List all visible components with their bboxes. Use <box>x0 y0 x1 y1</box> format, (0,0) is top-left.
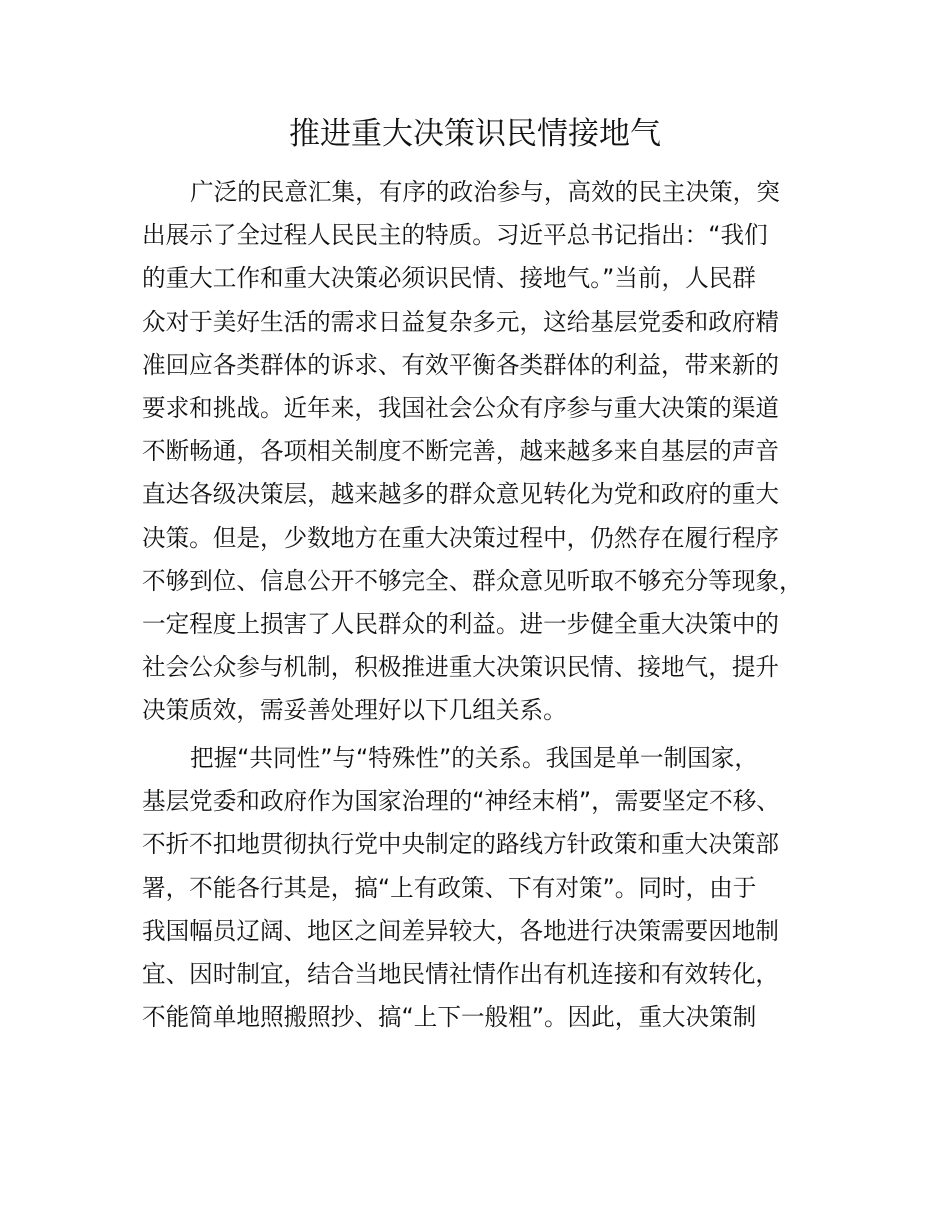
text-line: 宜、因时制宜，结合当地民情社情作出有机连接和有效转化， <box>142 959 780 988</box>
text-line: 不断畅通，各项相关制度不断完善，越来越多来自基层的声音 <box>142 437 780 466</box>
text-line: 直达各级决策层，越来越多的群众意见转化为党和政府的重大 <box>142 480 780 509</box>
text-line: 不折不扣地贯彻执行党中央制定的路线方针政策和重大决策部 <box>142 830 780 859</box>
text-line: 决策。但是，少数地方在重大决策过程中，仍然存在履行程序 <box>142 523 780 552</box>
text-line: 广泛的民意汇集，有序的政治参与，高效的民主决策，突 <box>190 178 780 206</box>
text-line: 不够到位、信息公开不够完全、群众意见听取不够充分等现象， <box>142 566 803 595</box>
text-line: 一定程度上损害了人民群众的利益。进一步健全重大决策中的 <box>142 609 780 638</box>
text-line: 准回应各类群体的诉求、有效平衡各类群体的利益，带来新的 <box>142 350 780 379</box>
text-line: 把握“共同性”与“特殊性”的关系。我国是单一制国家， <box>190 744 758 772</box>
paragraph-2 <box>142 737 832 1039</box>
text-line: 众对于美好生活的需求日益复杂多元，这给基层党委和政府精 <box>142 307 780 336</box>
text-line: 要求和挑战。近年来，我国社会公众有序参与重大决策的渠道 <box>142 393 780 422</box>
text-line: 我国幅员辽阔、地区之间差异较大，各地进行决策需要因地制 <box>142 916 780 945</box>
paragraph-1 <box>142 171 832 732</box>
text-line: 基层党委和政府作为国家治理的“神经末梢”，需要坚定不移、 <box>142 787 780 816</box>
text-line: 的重大工作和重大决策必须识民情、接地气。”当前，人民群 <box>142 264 756 293</box>
text-line: 出展示了全过程人民民主的特质。习近平总书记指出：“我们 <box>142 221 768 250</box>
document-title: 推进重大决策识民情接地气 <box>289 116 661 152</box>
text-line: 决策质效，需妥善处理好以下几组关系。 <box>142 696 567 725</box>
text-line: 署，不能各行其是，搞“上有政策、下有对策”。同时，由于 <box>142 873 757 902</box>
text-line: 社会公众参与机制，积极推进重大决策识民情、接地气，提升 <box>142 653 780 682</box>
text-line: 不能简单地照搬照抄、搞“上下一般粗”。因此，重大决策制 <box>142 1003 757 1032</box>
